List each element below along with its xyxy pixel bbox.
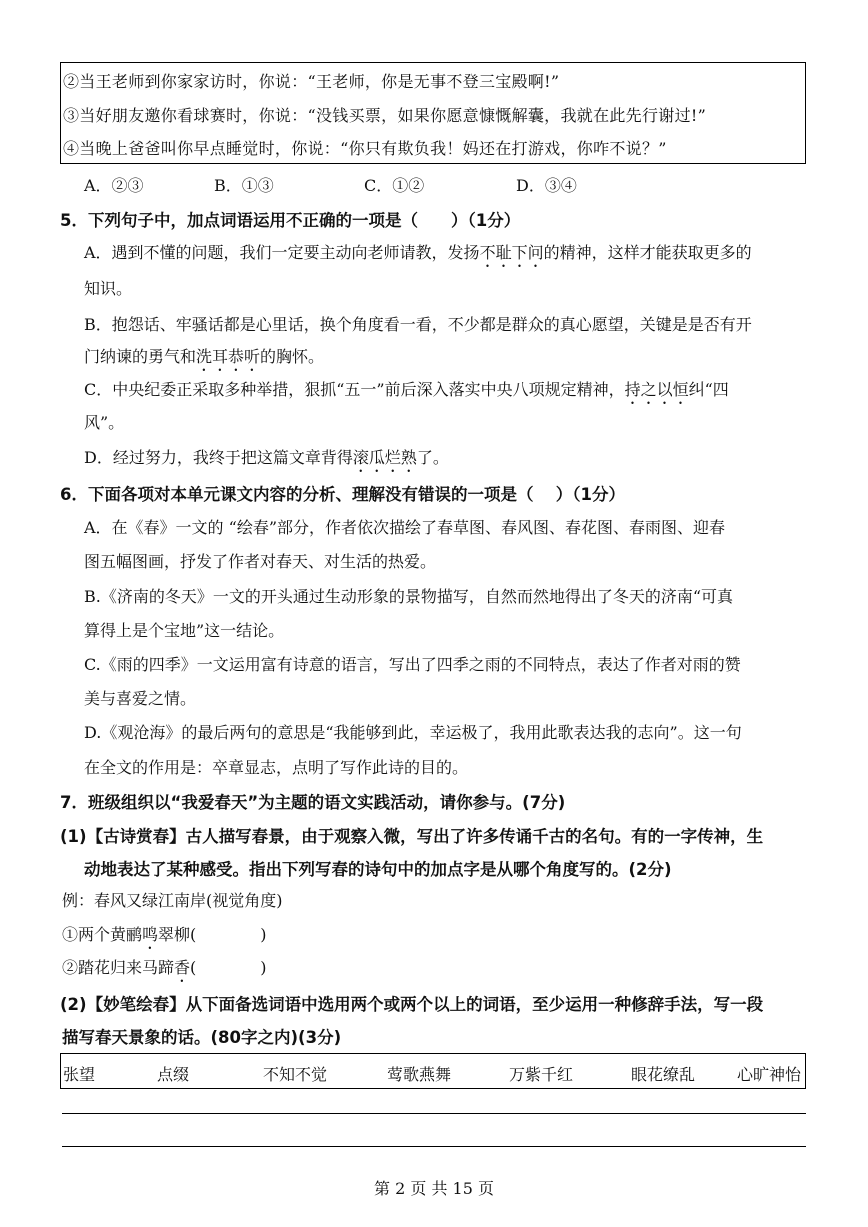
q5-d-text-post: 了。 <box>416 448 449 467</box>
q7-item1-post: 翠柳( ) <box>158 925 267 944</box>
q5-option-c-line2: 风”。 <box>84 413 125 432</box>
q5-a-text-pre: A．遇到不懂的问题，我们一定要主动向老师请教，发扬 <box>84 243 480 262</box>
q6-option-a-line2: 图五幅图画，抒发了作者对春天、对生活的热爱。 <box>84 552 437 571</box>
q7-stem: 7．班级组织以“我爱春天”为主题的语文实践活动，请你参与。(7分) <box>60 793 566 812</box>
q5-c-text-post: 纠“四 <box>688 380 729 399</box>
word-bank-item: 眼花缭乱 <box>631 1065 696 1084</box>
statement-4: ④当晚上爸爸叫你早点睡觉时，你说：“你只有欺负我！妈还在打游戏，你咋不说？” <box>63 139 667 158</box>
q5-b-text-post: 的胸怀。 <box>260 347 325 366</box>
q6-option-c-line1: C.《雨的四季》一文运用富有诗意的语言，写出了四季之雨的不同特点，表达了作者对雨的赞 <box>84 655 741 674</box>
answer-line[interactable] <box>62 1113 806 1114</box>
page-number: 第 2 页 共 15 页 <box>374 1179 494 1198</box>
q5-option-b-line2 <box>84 344 324 375</box>
q7-item2-post: ( ) <box>190 958 267 977</box>
q7-item-1 <box>62 922 267 953</box>
q5-stem: 5．下列句子中，加点词语运用不正确的一项是（ ）（1分） <box>60 211 521 230</box>
q5-option-c-line1 <box>84 377 729 408</box>
q7-example: 例：春风又绿江南岸(视觉角度) <box>62 891 283 910</box>
q6-option-d-line1: D.《观沧海》的最后两句的意思是“我能够到此，幸运极了，我用此歌表达我的志向”。这一句 <box>84 723 742 742</box>
q5-d-text-pre: D．经过努力，我终于把这篇文章背得 <box>84 448 353 467</box>
q7-item2-pre: ②踏花归来马蹄 <box>62 958 175 977</box>
q4-option-d: D．③④ <box>516 176 577 195</box>
q5-option-b-line1: B．抱怨话、牢骚话都是心里话，换个角度看一看，不少都是群众的真心愿望，关键是是否有开 <box>84 315 752 334</box>
q5-option-a-line1 <box>84 240 752 271</box>
q7-item1-dotted-char: 鸣 <box>142 925 159 944</box>
q6-stem: 6．下面各项对本单元课文内容的分析、理解没有错误的一项是（ ）（1分） <box>60 485 625 504</box>
word-bank-item: 心旷神怡 <box>737 1065 802 1084</box>
q7-part1-line1: (1)【古诗赏春】古人描写春景，由于观察入微，写出了许多传诵千古的名句。有的一字传神，生 <box>60 827 764 846</box>
q5-c-text-pre: C．中央纪委正采取多种举措，狠抓“五一”前后深入落实中央八项规定精神， <box>84 380 625 399</box>
q5-b-dotted-word: 洗耳恭听 <box>196 347 261 366</box>
word-bank-item: 莺歌燕舞 <box>387 1065 452 1084</box>
q4-choices <box>84 173 644 195</box>
q7-part2-line1: (2)【妙笔绘春】从下面备选词语中选用两个或两个以上的词语，至少运用一种修辞手法，写一段 <box>60 995 764 1014</box>
q6-option-c-line2: 美与喜爱之情。 <box>84 689 197 708</box>
q7-item-2 <box>62 955 267 986</box>
q5-a-text-post: 的精神，这样才能获取更多的 <box>543 243 752 262</box>
word-bank-item: 点缀 <box>157 1065 190 1084</box>
q7-part1-line2: 动地表达了某种感受。指出下列写春的诗句中的加点字是从哪个角度写的。(2分) <box>84 860 672 879</box>
q5-a-dotted-word: 不耻下问 <box>479 243 544 262</box>
q7-item1-pre: ①两个黄鹂 <box>62 925 143 944</box>
statement-3: ③当好朋友邀你看球赛时，你说：“没钱买票，如果你愿意慷慨解囊，我就在此先行谢过!” <box>63 106 707 125</box>
answer-line[interactable] <box>62 1146 806 1147</box>
q7-item2-dotted-char: 香 <box>174 958 191 977</box>
word-bank-item: 张望 <box>63 1065 96 1084</box>
q5-option-d <box>84 445 449 476</box>
q6-option-b-line1: B.《济南的冬天》一文的开头通过生动形象的景物描写，自然而然地得出了冬天的济南“可真 <box>84 587 734 606</box>
q4-option-c: C．①② <box>364 176 425 195</box>
q5-c-dotted-word: 持之以恒 <box>624 380 689 399</box>
q6-option-d-line2: 在全文的作用是：卒章显志，点明了写作此诗的目的。 <box>84 758 469 777</box>
word-bank-item: 不知不觉 <box>263 1065 328 1084</box>
q6-option-b-line2: 算得上是个宝地”这一结论。 <box>84 621 285 640</box>
q4-option-a: A．②③ <box>84 176 144 195</box>
q5-d-dotted-word: 滚瓜烂熟 <box>352 448 417 467</box>
q5-option-a-line2: 知识。 <box>84 279 133 298</box>
word-bank-item: 万紫千红 <box>509 1065 574 1084</box>
statement-2: ②当王老师到你家家访时，你说：“王老师，你是无事不登三宝殿啊!” <box>63 72 560 91</box>
q6-option-a-line1: A．在《春》一文的 “绘春”部分，作者依次描绘了春草图、春风图、春花图、春雨图、迎春 <box>84 518 726 537</box>
q5-b-text-pre: 门纳谏的勇气和 <box>84 347 197 366</box>
q7-part2-line2: 描写春天景象的话。(80字之内)(3分) <box>62 1028 342 1047</box>
q4-option-b: B．①③ <box>214 176 274 195</box>
statement-box <box>60 62 806 164</box>
word-bank-table <box>60 1053 806 1089</box>
